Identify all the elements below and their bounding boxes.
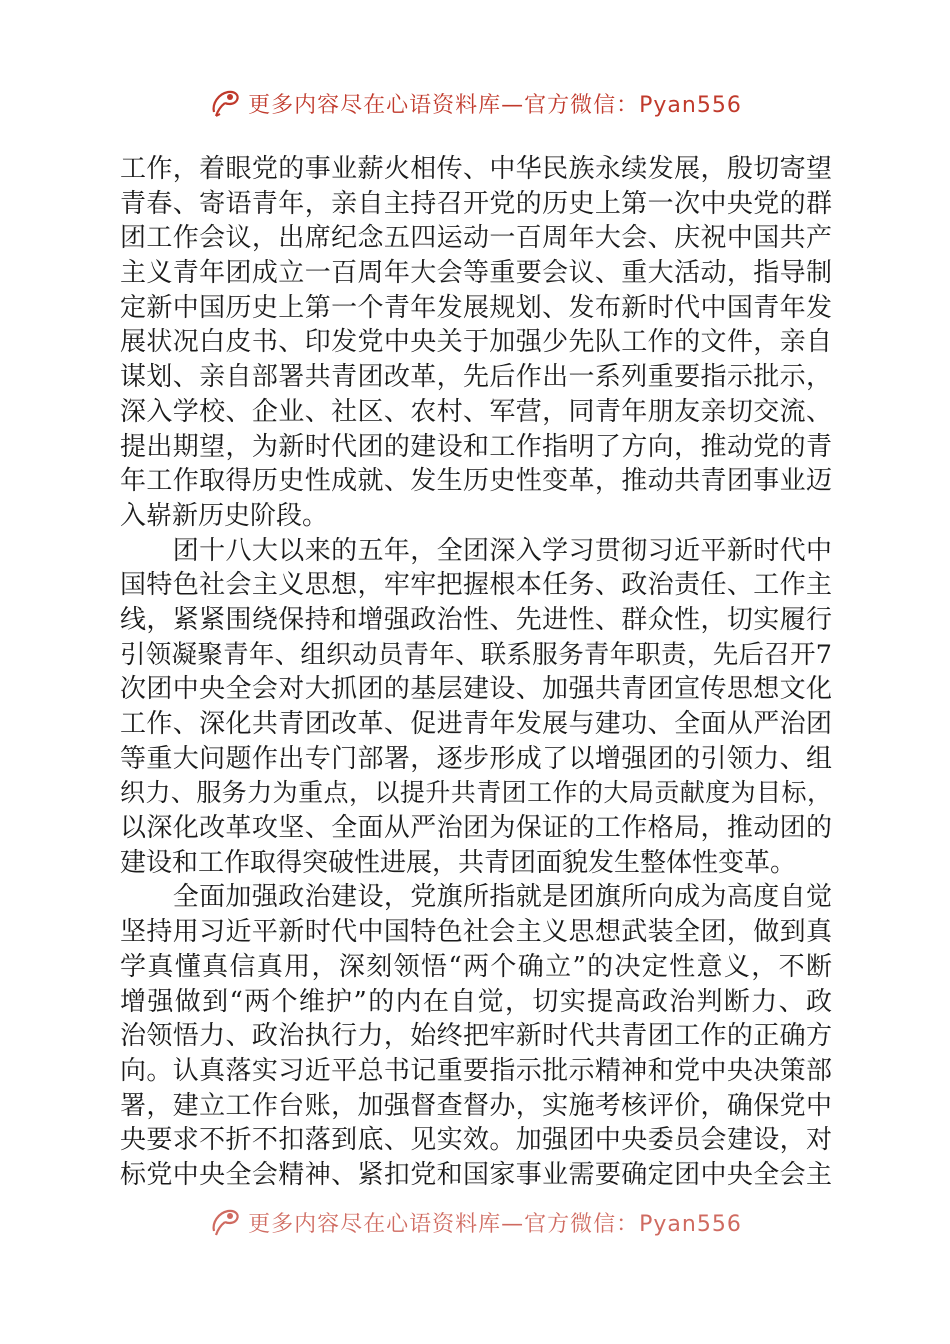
text-line: 等重大问题作出专门部署，逐步形成了以增强团的引领力、组 [120, 743, 832, 774]
text-line: 谋划、亲自部署共青团改革，先后作出一系列重要指示批示， [120, 362, 832, 393]
text-line: 团十八大以来的五年，全团深入学习贯彻习近平新时代中 [120, 535, 832, 566]
quill-logo-icon [208, 1205, 242, 1239]
text-line: 次团中央全会对大抓团的基层建设、加强共青团宣传思想文化 [120, 674, 832, 705]
text-line: 引领凝聚青年、组织动员青年、联系服务青年职责，先后召开7 [120, 639, 832, 670]
text-line: 署，建立工作台账，加强督查督办，实施考核评价，确保党中 [120, 1090, 832, 1121]
text-line: 提出期望，为新时代团的建设和工作指明了方向，推动党的青 [120, 431, 832, 462]
text-line: 织力、服务力为重点，以提升共青团工作的大局贡献度为目标， [120, 778, 832, 808]
header-watermark [0, 80, 950, 126]
text-line: 深入学校、企业、社区、农村、军营，同青年朋友亲切交流、 [120, 396, 832, 427]
text-line: 坚持用习近平新时代中国特色社会主义思想武装全团，做到真 [120, 917, 832, 948]
footer-watermark [0, 1205, 950, 1239]
text-line: 标党中央全会精神、紧扣党和国家事业需要确定团中央全会主 [120, 1159, 832, 1190]
text-line: 央要求不折不扣落到底、见实效。加强团中央委员会建设，对 [120, 1125, 832, 1156]
text-line: 建设和工作取得突破性进展，共青团面貌发生整体性变革。 [120, 847, 797, 878]
text-line: 工作、深化共青团改革、促进青年发展与建功、全面从严治团 [120, 709, 832, 739]
text-line: 治领悟力、政治执行力，始终把牢新时代共青团工作的正确方 [120, 1021, 832, 1052]
text-line: 增强做到“两个维护”的内在自觉，切实提高政治判断力、政 [120, 986, 832, 1017]
text-line: 展状况白皮书、印发党中央关于加强少先队工作的文件，亲自 [120, 327, 832, 358]
text-line: 线，紧紧围绕保持和增强政治性、先进性、群众性，切实履行 [120, 604, 832, 635]
text-line: 年工作取得历史性成就、发生历史性变革，推动共青团事业迈 [120, 466, 832, 497]
text-line: 团工作会议，出席纪念五四运动一百周年大会、庆祝中国共产 [120, 223, 832, 254]
text-line: 青春、寄语青年，亲自主持召开党的历史上第一次中央党的群 [120, 188, 832, 219]
text-line: 工作，着眼党的事业薪火相传、中华民族永续发展，殷切寄望 [120, 154, 832, 184]
text-line: 定新中国历史上第一个青年发展规划、发布新时代中国青年发 [120, 292, 832, 323]
text-line: 学真懂真信真用，深刻领悟“两个确立”的决定性意义，不断 [120, 951, 832, 982]
text-line: 国特色社会主义思想，牢牢把握根本任务、政治责任、工作主 [120, 570, 832, 601]
text-line: 以深化改革攻坚、全面从严治团为保证的工作格局，推动团的 [120, 813, 832, 844]
text-line: 向。认真落实习近平总书记重要指示批示精神和党中央决策部 [120, 1055, 832, 1086]
text-line: 全面加强政治建设，党旗所指就是团旗所向成为高度自觉 [120, 882, 832, 913]
text-line: 入崭新历史阶段。 [120, 500, 329, 531]
watermark-text: 更多内容尽在心语资料库—官方微信：Pyan556 [248, 1211, 742, 1237]
document-body [120, 152, 832, 1193]
text-line: 主义青年团成立一百周年大会等重要会议、重大活动，指导制 [120, 258, 832, 289]
watermark-text: 更多内容尽在心语资料库—官方微信：Pyan556 [248, 92, 742, 118]
quill-logo-icon [208, 86, 242, 120]
